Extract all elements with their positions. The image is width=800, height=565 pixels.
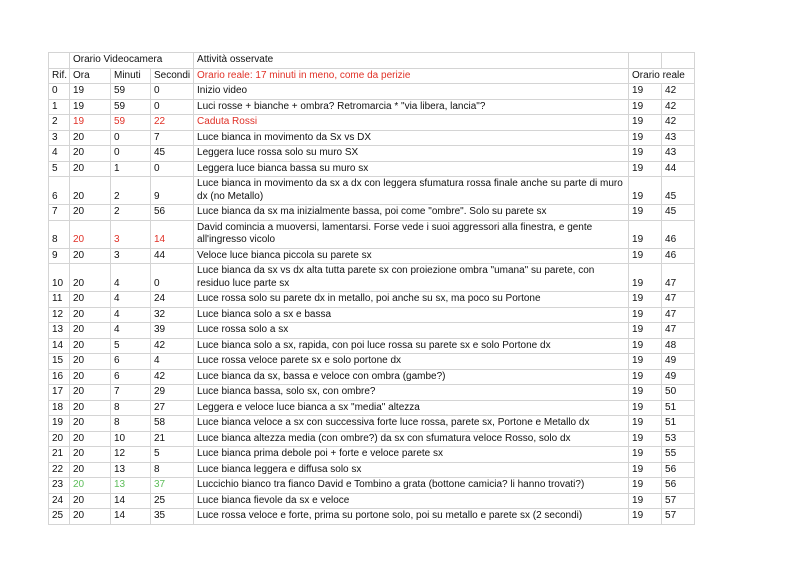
- empty-header-cell: [662, 53, 695, 69]
- secondi-cell: 0: [151, 264, 194, 292]
- reale-minuti-cell: 43: [662, 146, 695, 162]
- attivita-cell: Luccichio bianco tra fianco David e Tombino a grata (bottone camicia? li hanno trovati?): [194, 478, 629, 494]
- secondi-cell: 29: [151, 385, 194, 401]
- rif-cell: 0: [49, 84, 70, 100]
- table-row: [49, 400, 695, 416]
- reale-ora-cell: 19: [629, 416, 662, 432]
- attivita-cell: Luce rossa solo a sx: [194, 323, 629, 339]
- camera-time-group-header: Orario Videocamera: [70, 53, 194, 69]
- secondi-cell: 42: [151, 369, 194, 385]
- secondi-cell: 0: [151, 84, 194, 100]
- minuti-cell: 14: [111, 509, 151, 525]
- table-row: [49, 177, 695, 205]
- ora-cell: 20: [70, 385, 111, 401]
- reale-ora-cell: 19: [629, 264, 662, 292]
- attivita-cell: Leggera luce bianca bassa su muro sx: [194, 161, 629, 177]
- secondi-cell: 0: [151, 99, 194, 115]
- ora-cell: 20: [70, 323, 111, 339]
- header-row-group: [49, 53, 695, 69]
- reale-minuti-cell: 48: [662, 338, 695, 354]
- attivita-cell: Luce bianca altezza media (con ombre?) da sx con sfumatura veloce Rosso, solo dx: [194, 431, 629, 447]
- observation-table: [48, 52, 695, 525]
- reale-ora-cell: 19: [629, 177, 662, 205]
- rif-header: Rif.: [49, 68, 70, 84]
- secondi-cell: 42: [151, 338, 194, 354]
- reale-minuti-cell: 44: [662, 161, 695, 177]
- ora-cell: 20: [70, 493, 111, 509]
- attivita-cell: Luce rossa veloce parete sx e solo portone dx: [194, 354, 629, 370]
- reale-ora-cell: 19: [629, 431, 662, 447]
- rif-cell: 13: [49, 323, 70, 339]
- minuti-cell: 4: [111, 292, 151, 308]
- reale-ora-cell: 19: [629, 115, 662, 131]
- reale-ora-cell: 19: [629, 493, 662, 509]
- ora-cell: 19: [70, 84, 111, 100]
- table-row: [49, 264, 695, 292]
- reale-minuti-cell: 47: [662, 323, 695, 339]
- ora-cell: 20: [70, 248, 111, 264]
- minuti-header: Minuti: [111, 68, 151, 84]
- rif-cell: 18: [49, 400, 70, 416]
- reale-ora-cell: 19: [629, 385, 662, 401]
- minuti-cell: 4: [111, 307, 151, 323]
- minuti-cell: 13: [111, 478, 151, 494]
- minuti-cell: 59: [111, 84, 151, 100]
- table-row: [49, 205, 695, 221]
- reale-minuti-cell: 53: [662, 431, 695, 447]
- table-body: [49, 84, 695, 525]
- rif-cell: 9: [49, 248, 70, 264]
- minuti-cell: 6: [111, 369, 151, 385]
- reale-minuti-cell: 56: [662, 462, 695, 478]
- attivita-cell: Luci rosse + bianche + ombra? Retromarcia * "via libera, lancia"?: [194, 99, 629, 115]
- minuti-cell: 6: [111, 354, 151, 370]
- attivita-cell: Luce bianca da sx vs dx alta tutta parete sx con proiezione ombra "umana" su parete, con residuo luce parte sx: [194, 264, 629, 292]
- ora-cell: 20: [70, 431, 111, 447]
- reale-ora-cell: 19: [629, 130, 662, 146]
- reale-ora-cell: 19: [629, 146, 662, 162]
- ora-cell: 20: [70, 509, 111, 525]
- corner-cell: [49, 53, 70, 69]
- reale-minuti-cell: 51: [662, 416, 695, 432]
- minuti-cell: 4: [111, 323, 151, 339]
- secondi-cell: 21: [151, 431, 194, 447]
- reale-minuti-cell: 50: [662, 385, 695, 401]
- ora-cell: 20: [70, 447, 111, 463]
- secondi-cell: 7: [151, 130, 194, 146]
- secondi-cell: 58: [151, 416, 194, 432]
- rif-cell: 21: [49, 447, 70, 463]
- table-row: [49, 248, 695, 264]
- ora-cell: 20: [70, 354, 111, 370]
- rif-cell: 5: [49, 161, 70, 177]
- real-time-header: Orario reale: [629, 68, 695, 84]
- minuti-cell: 5: [111, 338, 151, 354]
- rif-cell: 22: [49, 462, 70, 478]
- reale-minuti-cell: 42: [662, 84, 695, 100]
- rif-cell: 11: [49, 292, 70, 308]
- reale-ora-cell: 19: [629, 447, 662, 463]
- ora-cell: 20: [70, 292, 111, 308]
- attivita-cell: Caduta Rossi: [194, 115, 629, 131]
- rif-cell: 19: [49, 416, 70, 432]
- reale-minuti-cell: 43: [662, 130, 695, 146]
- reale-ora-cell: 19: [629, 161, 662, 177]
- table-row: [49, 161, 695, 177]
- reale-ora-cell: 19: [629, 509, 662, 525]
- ora-cell: 20: [70, 400, 111, 416]
- rif-cell: 25: [49, 509, 70, 525]
- minuti-cell: 8: [111, 400, 151, 416]
- attivita-cell: Luce bianca in movimento da Sx vs DX: [194, 130, 629, 146]
- attivita-cell: Luce bianca prima debole poi + forte e veloce parete sx: [194, 447, 629, 463]
- attivita-cell: Luce bianca in movimento da sx a dx con leggera sfumatura rossa finale anche su parte di muro dx (no Metallo): [194, 177, 629, 205]
- table-row: [49, 416, 695, 432]
- rif-cell: 17: [49, 385, 70, 401]
- reale-minuti-cell: 47: [662, 307, 695, 323]
- table-row: [49, 99, 695, 115]
- rif-cell: 3: [49, 130, 70, 146]
- ora-cell: 20: [70, 264, 111, 292]
- minuti-cell: 2: [111, 205, 151, 221]
- table-row: [49, 478, 695, 494]
- reale-ora-cell: 19: [629, 84, 662, 100]
- secondi-cell: 0: [151, 161, 194, 177]
- ora-cell: 20: [70, 416, 111, 432]
- ora-cell: 20: [70, 369, 111, 385]
- table-row: [49, 115, 695, 131]
- secondi-cell: 4: [151, 354, 194, 370]
- reale-ora-cell: 19: [629, 369, 662, 385]
- rif-cell: 15: [49, 354, 70, 370]
- reale-minuti-cell: 47: [662, 264, 695, 292]
- attivita-cell: David comincia a muoversi, lamentarsi. Forse vede i suoi aggressori alla finestra, e gente all'ingresso vicolo: [194, 220, 629, 248]
- secondi-cell: 5: [151, 447, 194, 463]
- reale-ora-cell: 19: [629, 248, 662, 264]
- minuti-cell: 3: [111, 220, 151, 248]
- secondi-cell: 45: [151, 146, 194, 162]
- secondi-cell: 27: [151, 400, 194, 416]
- secondi-cell: 9: [151, 177, 194, 205]
- ora-cell: 20: [70, 307, 111, 323]
- minuti-cell: 12: [111, 447, 151, 463]
- attivita-cell: Luce rossa veloce e forte, prima su portone solo, poi su metallo e parete sx (2 secondi): [194, 509, 629, 525]
- reale-ora-cell: 19: [629, 338, 662, 354]
- table-row: [49, 292, 695, 308]
- table-row: [49, 509, 695, 525]
- table-row: [49, 369, 695, 385]
- rif-cell: 6: [49, 177, 70, 205]
- ora-cell: 20: [70, 177, 111, 205]
- header-row-columns: [49, 68, 695, 84]
- minuti-cell: 3: [111, 248, 151, 264]
- attivita-cell: Luce bianca solo a sx, rapida, con poi luce rossa su parete sx e solo Portone dx: [194, 338, 629, 354]
- minuti-cell: 13: [111, 462, 151, 478]
- table-row: [49, 84, 695, 100]
- minuti-cell: 59: [111, 99, 151, 115]
- ora-cell: 19: [70, 99, 111, 115]
- secondi-cell: 24: [151, 292, 194, 308]
- rif-cell: 1: [49, 99, 70, 115]
- minuti-cell: 7: [111, 385, 151, 401]
- ora-cell: 20: [70, 478, 111, 494]
- reale-minuti-cell: 56: [662, 478, 695, 494]
- minuti-cell: 1: [111, 161, 151, 177]
- reale-minuti-cell: 49: [662, 369, 695, 385]
- rif-cell: 20: [49, 431, 70, 447]
- rif-cell: 24: [49, 493, 70, 509]
- secondi-cell: 56: [151, 205, 194, 221]
- rif-cell: 10: [49, 264, 70, 292]
- minuti-cell: 59: [111, 115, 151, 131]
- table-row: [49, 338, 695, 354]
- reale-ora-cell: 19: [629, 354, 662, 370]
- attivita-cell: Veloce luce bianca piccola su parete sx: [194, 248, 629, 264]
- attivita-cell: Luce bianca veloce a sx con successiva forte luce rossa, parete sx, Portone e Metallo dx: [194, 416, 629, 432]
- secondi-cell: 37: [151, 478, 194, 494]
- attivita-cell: Luce bianca da sx ma inizialmente bassa, poi come "ombre". Solo su parete sx: [194, 205, 629, 221]
- ora-cell: 20: [70, 220, 111, 248]
- ora-cell: 20: [70, 130, 111, 146]
- ora-cell: 20: [70, 146, 111, 162]
- attivita-cell: Luce bianca solo a sx e bassa: [194, 307, 629, 323]
- reale-ora-cell: 19: [629, 400, 662, 416]
- reale-minuti-cell: 45: [662, 177, 695, 205]
- table-row: [49, 493, 695, 509]
- table-row: [49, 323, 695, 339]
- table-row: [49, 431, 695, 447]
- minuti-cell: 8: [111, 416, 151, 432]
- rif-cell: 7: [49, 205, 70, 221]
- reale-minuti-cell: 55: [662, 447, 695, 463]
- reale-ora-cell: 19: [629, 205, 662, 221]
- minuti-cell: 14: [111, 493, 151, 509]
- table-row: [49, 447, 695, 463]
- attivita-cell: Luce bianca leggera e diffusa solo sx: [194, 462, 629, 478]
- reale-ora-cell: 19: [629, 462, 662, 478]
- secondi-header: Secondi: [151, 68, 194, 84]
- secondi-cell: 25: [151, 493, 194, 509]
- ora-cell: 20: [70, 205, 111, 221]
- reale-ora-cell: 19: [629, 292, 662, 308]
- rif-cell: 14: [49, 338, 70, 354]
- rif-cell: 2: [49, 115, 70, 131]
- rif-cell: 16: [49, 369, 70, 385]
- minuti-cell: 2: [111, 177, 151, 205]
- reale-minuti-cell: 45: [662, 205, 695, 221]
- table-row: [49, 220, 695, 248]
- reale-ora-cell: 19: [629, 99, 662, 115]
- attivita-cell: Luce bianca fievole da sx e veloce: [194, 493, 629, 509]
- secondi-cell: 44: [151, 248, 194, 264]
- reale-minuti-cell: 49: [662, 354, 695, 370]
- attivita-cell: Leggera e veloce luce bianca a sx "media" altezza: [194, 400, 629, 416]
- minuti-cell: 0: [111, 146, 151, 162]
- reale-minuti-cell: 46: [662, 220, 695, 248]
- reale-minuti-cell: 42: [662, 99, 695, 115]
- reale-minuti-cell: 57: [662, 493, 695, 509]
- reale-minuti-cell: 42: [662, 115, 695, 131]
- ora-cell: 19: [70, 115, 111, 131]
- empty-header-cell: [629, 53, 662, 69]
- attivita-cell: Luce bianca da sx, bassa e veloce con ombra (gambe?): [194, 369, 629, 385]
- attivita-cell: Luce bianca bassa, solo sx, con ombre?: [194, 385, 629, 401]
- reale-minuti-cell: 47: [662, 292, 695, 308]
- rif-cell: 4: [49, 146, 70, 162]
- reale-ora-cell: 19: [629, 478, 662, 494]
- reale-minuti-cell: 57: [662, 509, 695, 525]
- rif-cell: 23: [49, 478, 70, 494]
- secondi-cell: 14: [151, 220, 194, 248]
- reale-ora-cell: 19: [629, 307, 662, 323]
- table-row: [49, 307, 695, 323]
- secondi-cell: 32: [151, 307, 194, 323]
- reale-ora-cell: 19: [629, 220, 662, 248]
- ora-header: Ora: [70, 68, 111, 84]
- reale-minuti-cell: 51: [662, 400, 695, 416]
- secondi-cell: 39: [151, 323, 194, 339]
- rif-cell: 12: [49, 307, 70, 323]
- attivita-cell: Leggera luce rossa solo su muro SX: [194, 146, 629, 162]
- table-row: [49, 130, 695, 146]
- ora-cell: 20: [70, 161, 111, 177]
- table-row: [49, 462, 695, 478]
- attivita-cell: Luce rossa solo su parete dx in metallo, poi anche su sx, ma poco su Portone: [194, 292, 629, 308]
- secondi-cell: 8: [151, 462, 194, 478]
- attivita-cell: Inizio video: [194, 84, 629, 100]
- ora-cell: 20: [70, 462, 111, 478]
- table-row: [49, 354, 695, 370]
- rif-cell: 8: [49, 220, 70, 248]
- secondi-cell: 35: [151, 509, 194, 525]
- secondi-cell: 22: [151, 115, 194, 131]
- minuti-cell: 4: [111, 264, 151, 292]
- minuti-cell: 0: [111, 130, 151, 146]
- minuti-cell: 10: [111, 431, 151, 447]
- real-time-note: Orario reale: 17 minuti in meno, come da perizie: [194, 68, 629, 84]
- reale-ora-cell: 19: [629, 323, 662, 339]
- activity-header: Attività osservate: [194, 53, 629, 69]
- reale-minuti-cell: 46: [662, 248, 695, 264]
- ora-cell: 20: [70, 338, 111, 354]
- table-row: [49, 385, 695, 401]
- table-row: [49, 146, 695, 162]
